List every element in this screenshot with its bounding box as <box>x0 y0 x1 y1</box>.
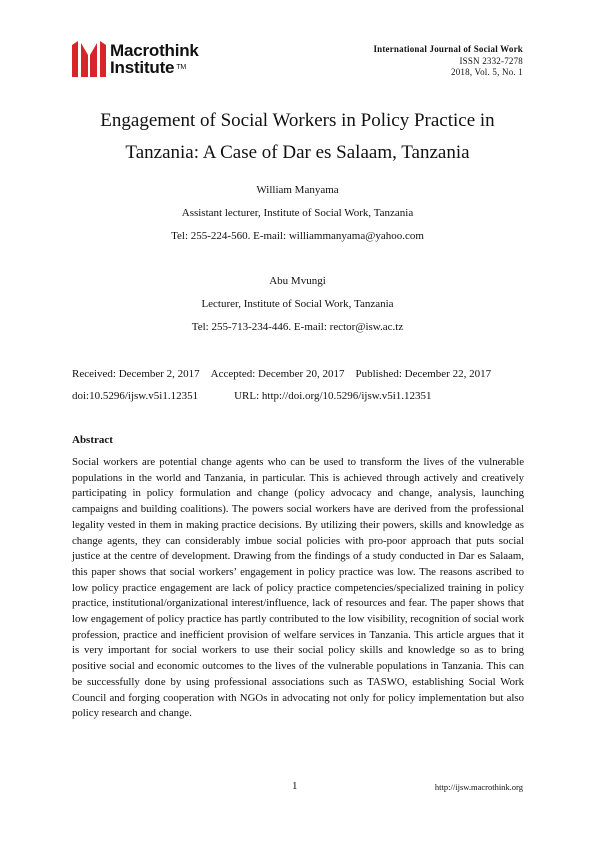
title-line-2: Tanzania: A Case of Dar es Salaam, Tanzania <box>125 142 470 163</box>
author-name: Abu Mvungi <box>269 275 326 287</box>
footer-site-link[interactable]: http://ijsw.macrothink.org <box>434 782 523 792</box>
received-date: Received: December 2, 2017 <box>72 368 200 380</box>
journal-name: International Journal of Social Work <box>373 44 523 54</box>
doi: doi:10.5296/ijsw.v5i1.12351 <box>72 390 199 402</box>
issn: ISSN 2332-7278 <box>459 55 523 66</box>
volume-issue: 2018, Vol. 5, No. 1 <box>451 67 523 77</box>
published-date: Published: December 22, 2017 <box>355 368 492 380</box>
identifiers-row <box>72 385 524 407</box>
author-contact: Tel: 255-224-560. E-mail: williammanyama@yahoo.com <box>171 230 424 242</box>
author-block <box>60 179 535 339</box>
author-affiliation: Assistant lecturer, Institute of Social Work, Tanzania <box>181 207 414 219</box>
abstract-body: Social workers are potential change agents who can be used to transform the lives of the vulnerable populations in the world and Tanzania, in particular. This is achieved through actively and creatively participating in policy formulation and change (policy advocacy and change, analysis, launching campaigns and building coalitions). The powers social workers have are derived from the professional legality vested in them in making practice decisions. By utilizing their powers, skills and knowledge as change agents, they can considerably imbue social policies with pro-poor approach that puts social justice at the centre of development. Drawing from the findings of a study conducted in Dar es Salaam, this paper shows that social workers’ engagement in policy practice was low. The reasons ascribed to low policy practice engagement are lack of policy practice competencies/specialized training in policy practice, institutional/organizational interest/influence, lack of resources and fear. The paper shows that low engagement of policy practice has partly contributed to the low visibility, recognition of social work profession, practice and inefficient provision of welfare services in Tanzania. This article argues that it is very important for social workers to use their social policy skills and knowledge so as to bring positive social and economic outcomes to the lives of the vulnerable populations in Tanzania. This can be successfully done by using professional associations such as TASWO, establishing Social Work Council and forging cooperation with NGOs in advocating not only for policy implementation but also policy research and change. <box>72 456 524 720</box>
author-name: William Manyama <box>256 184 339 196</box>
author-contact: Tel: 255-713-234-446. E-mail: rector@isw.ac.tz <box>191 321 404 333</box>
logo-text-institute: Institute ™ <box>110 58 187 77</box>
doi-url-link[interactable]: URL: http://doi.org/10.5296/ijsw.v5i1.12351 <box>234 390 432 402</box>
author-affiliation: Lecturer, Institute of Social Work, Tanzania <box>201 298 394 310</box>
abstract-heading: Abstract <box>72 434 113 446</box>
accepted-date: Accepted: December 20, 2017 <box>210 368 345 380</box>
journal-info <box>373 44 523 79</box>
dates-row <box>72 363 524 385</box>
title-line-1: Engagement of Social Workers in Policy Practice in <box>100 110 495 131</box>
logo-text-macrothink: Macrothink <box>110 41 199 60</box>
publication-meta <box>72 363 524 407</box>
publisher-logo <box>72 41 242 79</box>
trademark-mark: TM <box>176 64 187 71</box>
page-number: 1 <box>292 780 298 792</box>
paper-title <box>60 105 535 169</box>
macrothink-logo-icon <box>72 41 106 77</box>
